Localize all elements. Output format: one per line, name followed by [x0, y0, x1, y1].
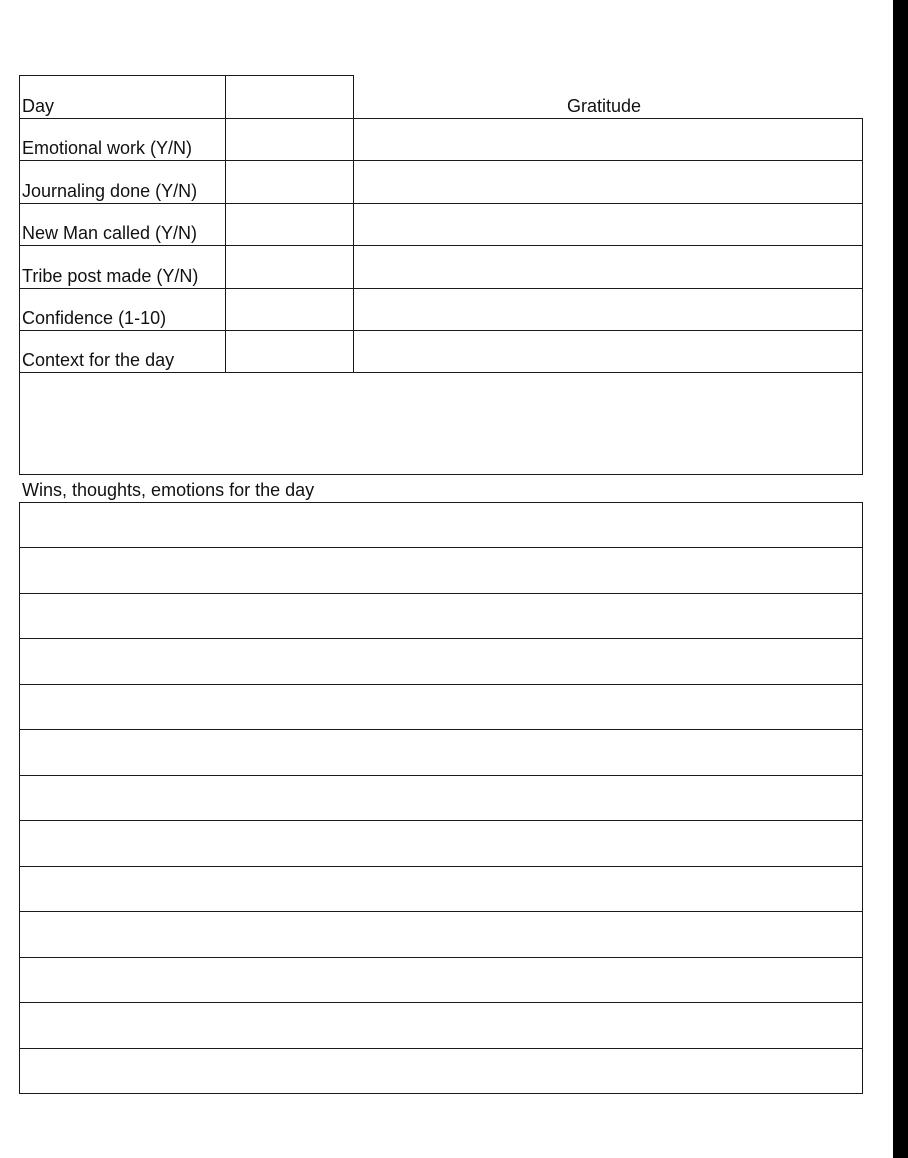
wins-entry-line[interactable] — [20, 1003, 862, 1048]
day-input-cell[interactable] — [226, 76, 352, 118]
confidence-label: Confidence (1-10) — [22, 308, 167, 328]
gratitude-header-cell — [354, 76, 862, 118]
emotional-work-label: Emotional work (Y/N) — [22, 138, 193, 158]
day-label: Day — [22, 96, 55, 116]
gratitude-entry-cell[interactable] — [354, 289, 862, 330]
wins-entry-line[interactable] — [20, 685, 862, 729]
gratitude-entry-cell[interactable] — [354, 161, 862, 203]
gratitude-entry-cell[interactable] — [354, 331, 862, 372]
gratitude-label: Gratitude — [567, 96, 642, 116]
tribe-post-made-label: Tribe post made (Y/N) — [22, 266, 199, 286]
tribe-post-made-value-cell[interactable] — [226, 246, 352, 288]
wins-entry-line[interactable] — [20, 548, 862, 593]
context-label: Context for the day — [22, 350, 175, 370]
confidence-value-cell[interactable] — [226, 289, 352, 330]
journaling-done-value-cell[interactable] — [226, 161, 352, 203]
window-edge-bar — [893, 0, 908, 1158]
wins-entry-line[interactable] — [20, 1049, 862, 1093]
context-notes-box[interactable] — [20, 373, 862, 474]
wins-entry-line[interactable] — [20, 503, 862, 547]
wins-entry-line[interactable] — [20, 594, 862, 638]
new-man-called-label: New Man called (Y/N) — [22, 223, 198, 243]
wins-entry-line[interactable] — [20, 821, 862, 866]
wins-entry-line[interactable] — [20, 867, 862, 911]
gratitude-entry-cell[interactable] — [354, 246, 862, 288]
emotional-work-value-cell[interactable] — [226, 119, 352, 160]
wins-entry-line[interactable] — [20, 730, 862, 775]
wins-section-title: Wins, thoughts, emotions for the day — [22, 480, 315, 500]
journaling-done-label: Journaling done (Y/N) — [22, 181, 198, 201]
context-value-cell[interactable] — [226, 331, 352, 372]
gratitude-entry-cell[interactable] — [354, 204, 862, 245]
wins-entry-line[interactable] — [20, 639, 862, 684]
new-man-called-value-cell[interactable] — [226, 204, 352, 245]
gratitude-entry-cell[interactable] — [354, 119, 862, 160]
wins-entry-line[interactable] — [20, 912, 862, 957]
wins-entry-line[interactable] — [20, 958, 862, 1002]
wins-entry-line[interactable] — [20, 776, 862, 820]
